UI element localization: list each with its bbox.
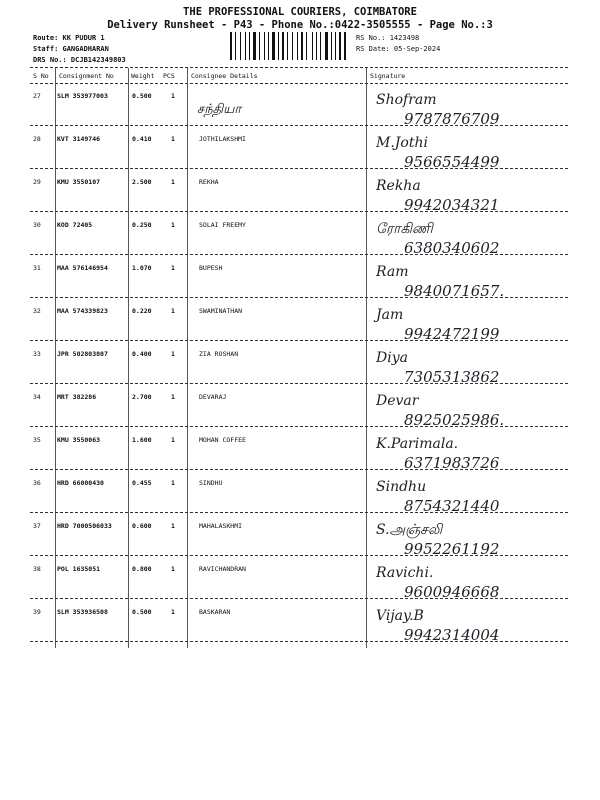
- consignment-number: MAA 574339823: [57, 307, 108, 315]
- barcode-bar: [329, 32, 330, 60]
- pieces-count: 1: [171, 178, 175, 186]
- barcode-bar: [278, 32, 279, 60]
- consignment-number: POL 1635051: [57, 565, 101, 573]
- barcode-bar: [272, 32, 275, 60]
- weight-value: 0.500: [132, 608, 152, 616]
- consignment-number: HRD 7000506033: [57, 522, 112, 530]
- weight-value: 1.070: [132, 264, 152, 272]
- signature-name: M.Jothi: [376, 135, 428, 151]
- barcode-bar: [292, 32, 293, 60]
- signature-handwriting: [370, 258, 568, 302]
- weight-value: 0.500: [132, 92, 152, 100]
- runsheet-subtitle: Delivery Runsheet - P43 - Phone No.:0422-3505555 - Page No.:3: [107, 19, 493, 31]
- barcode-bar: [233, 32, 234, 60]
- consignment-number: SLM 353977003: [57, 92, 108, 100]
- signature-phone: 9952261192: [404, 540, 500, 558]
- signature-phone: 9942314004: [404, 626, 500, 644]
- pieces-count: 1: [171, 565, 175, 573]
- drs-number: DRS No.: DCJB142349803: [33, 56, 126, 64]
- consignment-number: KMU 3550107: [57, 178, 101, 186]
- serial-number: 37: [33, 522, 41, 530]
- barcode-bar: [280, 32, 281, 60]
- signature-svg: [370, 602, 568, 646]
- barcode-bar: [339, 32, 341, 60]
- consignment-number: MRT 382286: [57, 393, 97, 401]
- signature-svg: [370, 258, 568, 302]
- col-header-signature: Signature: [370, 72, 406, 80]
- signature-svg: [370, 301, 568, 345]
- signature-name: ரோகிணி: [376, 221, 433, 237]
- signature-phone: 9942034321: [404, 196, 500, 214]
- weight-value: 0.800: [132, 565, 152, 573]
- weight-value: 0.250: [132, 221, 152, 229]
- barcode-bar: [261, 32, 263, 60]
- barcode-bar: [257, 32, 258, 60]
- signature-handwriting: [370, 215, 568, 259]
- signature-svg: [370, 215, 568, 259]
- consignee-name: SINDHU: [199, 479, 223, 487]
- weight-value: 0.400: [132, 350, 152, 358]
- signature-phone: 6380340602: [404, 239, 500, 257]
- barcode-bar: [235, 32, 236, 60]
- route-label: Route: KK PUDUR 1: [33, 34, 105, 42]
- pieces-count: 1: [171, 307, 175, 315]
- signature-svg: [370, 387, 568, 431]
- consignment-number: MAA 576146954: [57, 264, 108, 272]
- weight-value: 2.500: [132, 178, 152, 186]
- rs-number: RS No.: 1423498: [356, 34, 420, 42]
- signature-svg: [370, 516, 568, 560]
- consignment-number: KOD 72405: [57, 221, 93, 229]
- consignee-name: BUPESH: [199, 264, 223, 272]
- signature-svg: [370, 129, 568, 173]
- signature-name: Rekha: [376, 178, 421, 194]
- signature-handwriting: [370, 344, 568, 388]
- signature-svg: [370, 559, 568, 603]
- serial-number: 28: [33, 135, 41, 143]
- barcode-bar: [301, 32, 303, 60]
- barcode-bar: [312, 32, 313, 60]
- runsheet-title: THE PROFESSIONAL COURIERS, COIMBATORE: [183, 6, 417, 18]
- barcode-bar: [253, 32, 256, 60]
- signature-phone: 8754321440: [404, 497, 500, 515]
- barcode-bar: [270, 32, 271, 60]
- handwritten-consignee-note: சந்தியா: [197, 102, 242, 117]
- pieces-count: 1: [171, 436, 175, 444]
- barcode-bar: [289, 32, 292, 60]
- pieces-count: 1: [171, 92, 175, 100]
- serial-number: 31: [33, 264, 41, 272]
- barcode-bar: [259, 32, 260, 60]
- barcode-bar: [294, 32, 296, 60]
- serial-number: 35: [33, 436, 41, 444]
- rs-date: RS Date: 05-Sep-2024: [356, 45, 441, 53]
- weight-value: 0.220: [132, 307, 152, 315]
- consignee-name: SWAMINATHAN: [199, 307, 243, 315]
- pieces-count: 1: [171, 135, 175, 143]
- barcode-bar: [251, 32, 252, 60]
- weight-value: 0.455: [132, 479, 152, 487]
- barcode-bar: [316, 32, 318, 60]
- signature-svg: [370, 86, 568, 130]
- consignee-name: MAHALASKHMI: [199, 522, 243, 530]
- signature-name: Ram: [376, 264, 409, 280]
- signature-handwriting: [370, 559, 568, 603]
- consignment-number: HRD 66000430: [57, 479, 104, 487]
- consignment-number: JPR 502803807: [57, 350, 108, 358]
- barcode-bar: [306, 32, 307, 60]
- consignee-name: ZIA ROSHAN: [199, 350, 239, 358]
- barcode-bar: [242, 32, 244, 60]
- barcode-bar: [344, 32, 347, 60]
- barcode-bar: [276, 32, 278, 60]
- serial-number: 27: [33, 92, 41, 100]
- signature-name: Ravichi.: [376, 565, 434, 581]
- barcode-bar: [287, 32, 288, 60]
- signature-name: Diya: [376, 350, 408, 366]
- barcode-bar: [297, 32, 298, 60]
- serial-number: 30: [33, 221, 41, 229]
- header-top-rule: [30, 67, 568, 68]
- signature-name: K.Parimala.: [376, 436, 459, 452]
- col-header-sno: S No: [33, 72, 49, 80]
- barcode-bar: [247, 32, 248, 60]
- serial-number: 33: [33, 350, 41, 358]
- weight-value: 1.600: [132, 436, 152, 444]
- signature-phone: 9942472199: [404, 325, 500, 343]
- barcode-bar: [335, 32, 336, 60]
- barcode-image: [230, 32, 347, 60]
- weight-value: 0.410: [132, 135, 152, 143]
- barcode-bar: [268, 32, 269, 60]
- pieces-count: 1: [171, 221, 175, 229]
- signature-handwriting: [370, 430, 568, 474]
- barcode-bar: [322, 32, 324, 60]
- weight-value: 2.700: [132, 393, 152, 401]
- consignee-name: JOTHILAKSHMI: [199, 135, 246, 143]
- pieces-count: 1: [171, 479, 175, 487]
- barcode-bar: [325, 32, 328, 60]
- signature-name: S.அஞ்சலி: [376, 522, 443, 538]
- signature-phone: 6371983726: [404, 454, 500, 472]
- pieces-count: 1: [171, 522, 175, 530]
- col-header-pcs: PCS: [163, 72, 175, 80]
- signature-handwriting: [370, 473, 568, 517]
- barcode-bar: [240, 32, 241, 60]
- barcode-bar: [266, 32, 267, 60]
- serial-number: 29: [33, 178, 41, 186]
- consignee-name: RAVICHANDRAN: [199, 565, 246, 573]
- consignee-name: SOLAI FREEMY: [199, 221, 246, 229]
- barcode-bar: [304, 32, 306, 60]
- barcode-bar: [318, 32, 319, 60]
- consignment-number: KMU 3550063: [57, 436, 101, 444]
- signature-svg: [370, 430, 568, 474]
- signature-handwriting: [370, 387, 568, 431]
- weight-value: 0.600: [132, 522, 152, 530]
- consignee-name: DEVARAJ: [199, 393, 227, 401]
- col-header-consignee: Consignee Details: [191, 72, 258, 80]
- barcode-bar: [308, 32, 311, 60]
- barcode-bar: [285, 32, 286, 60]
- signature-phone: 9840071657.: [404, 282, 505, 300]
- col-header-consignment: Consignment No: [59, 72, 114, 80]
- signature-phone: 7305313862: [404, 368, 500, 386]
- serial-number: 39: [33, 608, 41, 616]
- col-header-weight: Weight: [131, 72, 155, 80]
- signature-handwriting: [370, 602, 568, 646]
- pieces-count: 1: [171, 393, 175, 401]
- serial-number: 32: [33, 307, 41, 315]
- barcode-bar: [332, 32, 334, 60]
- signature-handwriting: [370, 86, 568, 130]
- barcode-bar: [331, 32, 332, 60]
- consignment-number: SLM 353936508: [57, 608, 108, 616]
- signature-svg: [370, 344, 568, 388]
- signature-name: Devar: [376, 393, 419, 409]
- barcode-bar: [230, 32, 232, 60]
- barcode-bar: [320, 32, 321, 60]
- signature-svg: [370, 172, 568, 216]
- serial-number: 36: [33, 479, 41, 487]
- consignee-name: MOHAN COFFEE: [199, 436, 246, 444]
- barcode-bar: [245, 32, 246, 60]
- serial-number: 34: [33, 393, 41, 401]
- signature-name: Jam: [376, 307, 404, 323]
- signature-phone: 9787876709: [404, 110, 500, 128]
- consignment-number: KVT 3149746: [57, 135, 101, 143]
- barcode-bar: [249, 32, 251, 60]
- barcode-bar: [337, 32, 338, 60]
- barcode-bar: [237, 32, 240, 60]
- consignee-name: REKHA: [199, 178, 219, 186]
- signature-handwriting: [370, 172, 568, 216]
- signature-phone: 8925025986.: [404, 411, 505, 429]
- barcode-bar: [342, 32, 343, 60]
- signature-handwriting: [370, 301, 568, 345]
- signature-phone: 9566554499: [404, 153, 500, 171]
- consignee-name: BASKARAN: [199, 608, 231, 616]
- signature-name: Vijay.B: [376, 608, 424, 624]
- barcode-bar: [264, 32, 266, 60]
- signature-name: Sindhu: [376, 479, 427, 495]
- signature-svg: [370, 473, 568, 517]
- pieces-count: 1: [171, 350, 175, 358]
- staff-label: Staff: GANGADHARAN: [33, 45, 109, 53]
- barcode-bar: [314, 32, 315, 60]
- pieces-count: 1: [171, 264, 175, 272]
- signature-handwriting: [370, 129, 568, 173]
- barcode-bar: [299, 32, 300, 60]
- pieces-count: 1: [171, 608, 175, 616]
- signature-name: Shofram: [376, 92, 437, 108]
- signature-phone: 9600946668: [404, 583, 500, 601]
- serial-number: 38: [33, 565, 41, 573]
- barcode-bar: [282, 32, 284, 60]
- signature-handwriting: [370, 516, 568, 560]
